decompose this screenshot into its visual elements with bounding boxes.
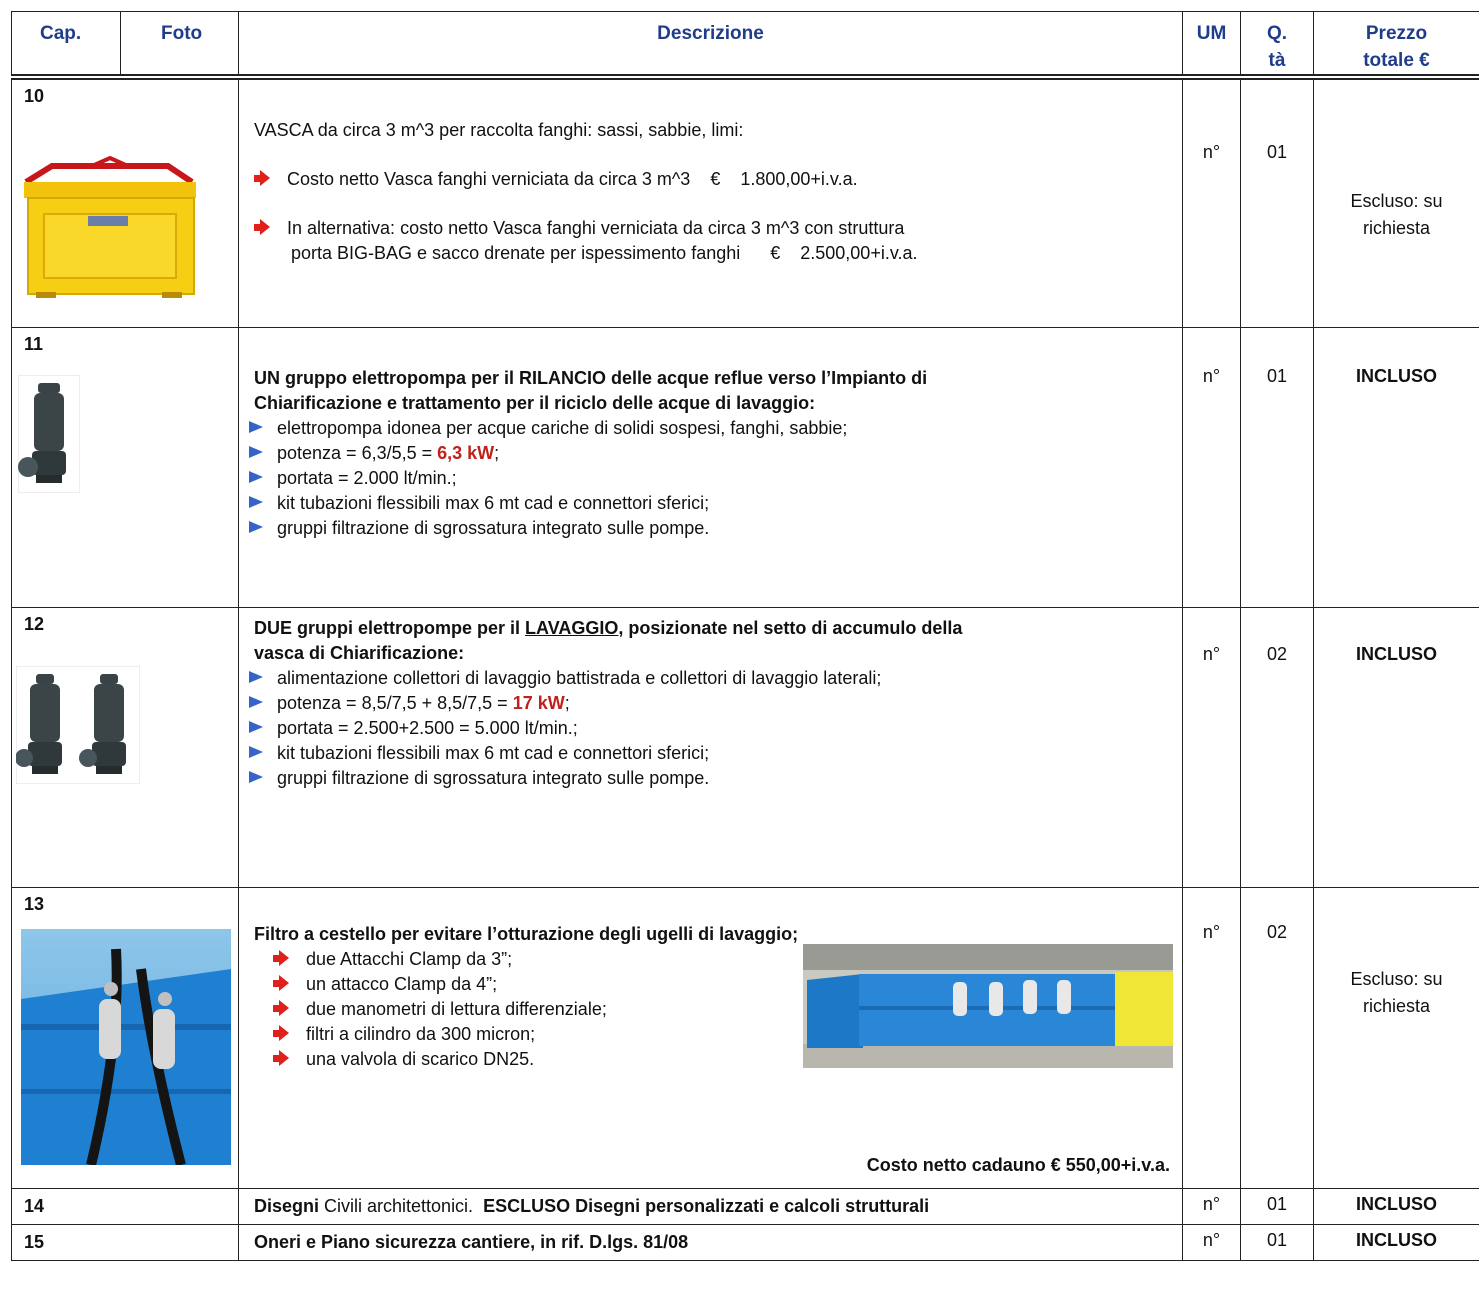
chevron-right-icon xyxy=(249,696,263,708)
basket-filter-photo xyxy=(21,929,231,1165)
electropumps-photo xyxy=(16,666,140,784)
description-cell: VASCA da circa 3 m^3 per raccolta fanghi: sassi, sabbie, limi: Costo netto Vasca fanghi verniciata da circa 3 m^3 € 1.800,00+i.v.a. In alternativa: costo netto Vasca fanghi verniciata da circa 3 m^3 con struttura porta BIG-BAG e sacco drenate per ispessimento fanghi € 2.500,00+i.v.a. xyxy=(239,77,1183,327)
cost-note: Costo netto cadauno € 550,00+i.v.a. xyxy=(866,1154,1170,1175)
filter-unit-photo xyxy=(803,944,1173,1068)
header-descrizione: Descrizione xyxy=(239,12,1183,78)
red-arrow-icon xyxy=(254,172,269,184)
red-arrow-icon xyxy=(273,952,288,964)
header-row xyxy=(12,12,1479,78)
quote-table xyxy=(11,11,1479,1261)
chevron-right-icon xyxy=(249,771,263,783)
header-prezzo: Prezzo totale € xyxy=(1314,12,1479,78)
header-qta: Q. tà xyxy=(1241,12,1314,78)
table-row: 15 Oneri e Piano sicurezza cantiere, in rif. D.lgs. 81/08 n° 01 INCLUSO xyxy=(12,1224,1479,1260)
table-row: 11 UN gruppo elettropompa per il RILANCIO delle acque reflue verso l’Impianto di Chiarificazione e trattamento per il riciclo delle acque di lavaggio: elettropompa idonea per acque cariche di solidi sospesi, fanghi, sabbie; potenza = 6,3/5,5 = 6,3 kW; portata = 2.000 lt/min.; kit tubazioni flessibili max 6 mt cad e connettori sferici; gruppi filtrazione di sgrossatura integrato sulle pompe. n° 01 INCLUSO xyxy=(12,327,1479,607)
prezzo-cell: Escluso: su richiesta xyxy=(1314,77,1479,327)
qta-cell: 01 xyxy=(1241,77,1314,327)
chevron-right-icon xyxy=(249,746,263,758)
header-cap: Cap. xyxy=(12,12,121,78)
um-cell: n° xyxy=(1183,77,1241,327)
chevron-right-icon xyxy=(249,446,263,458)
chevron-right-icon xyxy=(249,496,263,508)
chevron-right-icon xyxy=(249,421,263,433)
header-um: UM xyxy=(1183,12,1241,78)
table-row: 13 Filtro a cestello per evitare l’otturazione degli ugelli di lavaggio; due Attacchi Clamp da 3”; un attacco Clamp da 4”; due manometri di lettura differenziale; filtri a cilindro da 300 micron; una valvola di scarico DN25. Costo netto cadauno € 550,00+i.v.a. n° 02 Escluso: su richiesta xyxy=(12,887,1479,1188)
table-row xyxy=(12,77,1479,327)
chevron-right-icon xyxy=(249,671,263,683)
electropump-photo xyxy=(18,375,80,493)
cap-cell: 10 xyxy=(12,77,121,327)
table-row: 12 DUE gruppi elettropompe per il LAVAGGIO, posizionate nel setto di accumulo della vasca di Chiarificazione: alimentazione collettori di lavaggio battistrada e collettori di lavaggio laterali; potenza = 8,5/7,5 + 8,5/7,5 = 17 kW; portata = 2.500+2.500 = 5.000 lt/min.; kit tubazioni flessibili max 6 mt cad e connettori sferici; gruppi filtrazione di sgrossatura integrato sulle pompe. n° 02 INCLUSO xyxy=(12,607,1479,887)
chevron-right-icon xyxy=(249,521,263,533)
red-arrow-icon xyxy=(273,977,288,989)
sludge-tank-photo xyxy=(22,156,198,298)
red-arrow-icon xyxy=(273,1052,288,1064)
red-arrow-icon xyxy=(254,221,269,233)
red-arrow-icon xyxy=(273,1027,288,1039)
chevron-right-icon xyxy=(249,721,263,733)
chevron-right-icon xyxy=(249,471,263,483)
red-arrow-icon xyxy=(273,1002,288,1014)
header-foto: Foto xyxy=(121,12,239,78)
table-row: 14 Disegni Civili architettonici. ESCLUSO Disegni personalizzati e calcoli strutturali n° 01 INCLUSO xyxy=(12,1188,1479,1224)
